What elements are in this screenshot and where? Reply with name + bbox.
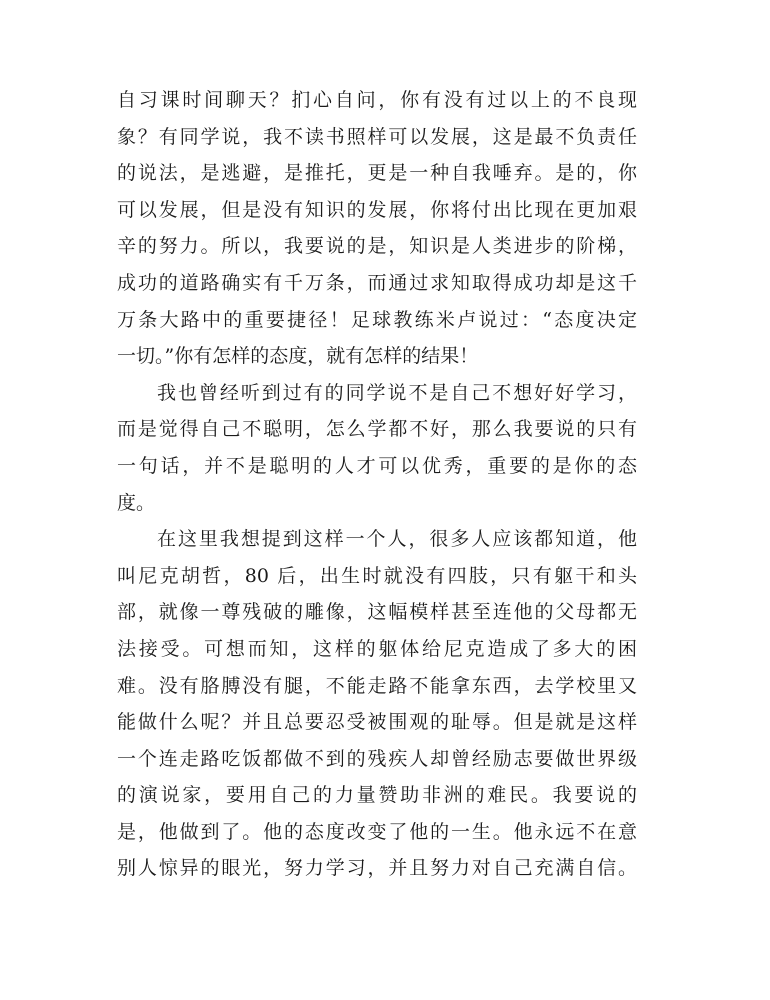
text-line: 叫尼克胡哲，80 后，出生时就没有四肢，只有躯干和头	[117, 564, 637, 587]
text-line: 辛的努力。所以，我要说的是，知识是人类进步的阶梯，	[117, 235, 637, 258]
text-line: 自习课时间聊天？扪心自问，你有没有过以上的不良现	[117, 89, 637, 111]
text-line: 一切。”你有怎样的态度，就有怎样的结果！	[117, 345, 479, 368]
text-line: 象？有同学说，我不读书照样可以发展，这是最不负责任	[117, 125, 637, 148]
text-line: 成功的道路确实有千万条，而通过求知取得成功却是这千	[117, 271, 637, 294]
text-line: 一句话，并不是聪明的人才可以优秀，重要的是你的态	[117, 454, 637, 477]
text-line: 在这里我想提到这样一个人，很多人应该都知道，他	[157, 528, 637, 551]
text-line: 可以发展，但是没有知识的发展，你将付出比现在更加艰	[117, 198, 637, 221]
text-line: 度。	[117, 491, 156, 514]
text-line: 部，就像一尊残破的雕像，这幅模样甚至连他的父母都无	[117, 601, 637, 624]
text-line: 一个连走路吃饭都做不到的残疾人却曾经励志要做世界级	[117, 747, 637, 770]
text-line: 法接受。可想而知，这样的躯体给尼克造成了多大的困	[117, 637, 637, 660]
text-line: 的说法，是逃避，是推托，更是一种自我唾弃。是的，你	[117, 162, 637, 185]
text-line: 万条大路中的重要捷径！足球教练米卢说过：“态度决定	[117, 308, 637, 331]
text-line: 我也曾经听到过有的同学说不是自己不想好好学习，	[157, 381, 637, 404]
text-line: 而是觉得自己不聪明，怎么学都不好，那么我要说的只有	[117, 418, 637, 441]
text-line: 难。没有胳膊没有腿，不能走路不能拿东西，去学校里又	[117, 674, 637, 697]
text-line: 的演说家，要用自己的力量赞助非洲的难民。我要说的	[117, 784, 637, 807]
text-line: 别人惊异的眼光，努力学习，并且努力对自己充满自信。	[117, 857, 637, 880]
text-line: 能做什么呢？并且总要忍受被围观的耻辱。但是就是这样	[117, 711, 637, 734]
text-line: 是，他做到了。他的态度改变了他的一生。他永远不在意	[117, 820, 637, 843]
body-text	[117, 82, 637, 887]
